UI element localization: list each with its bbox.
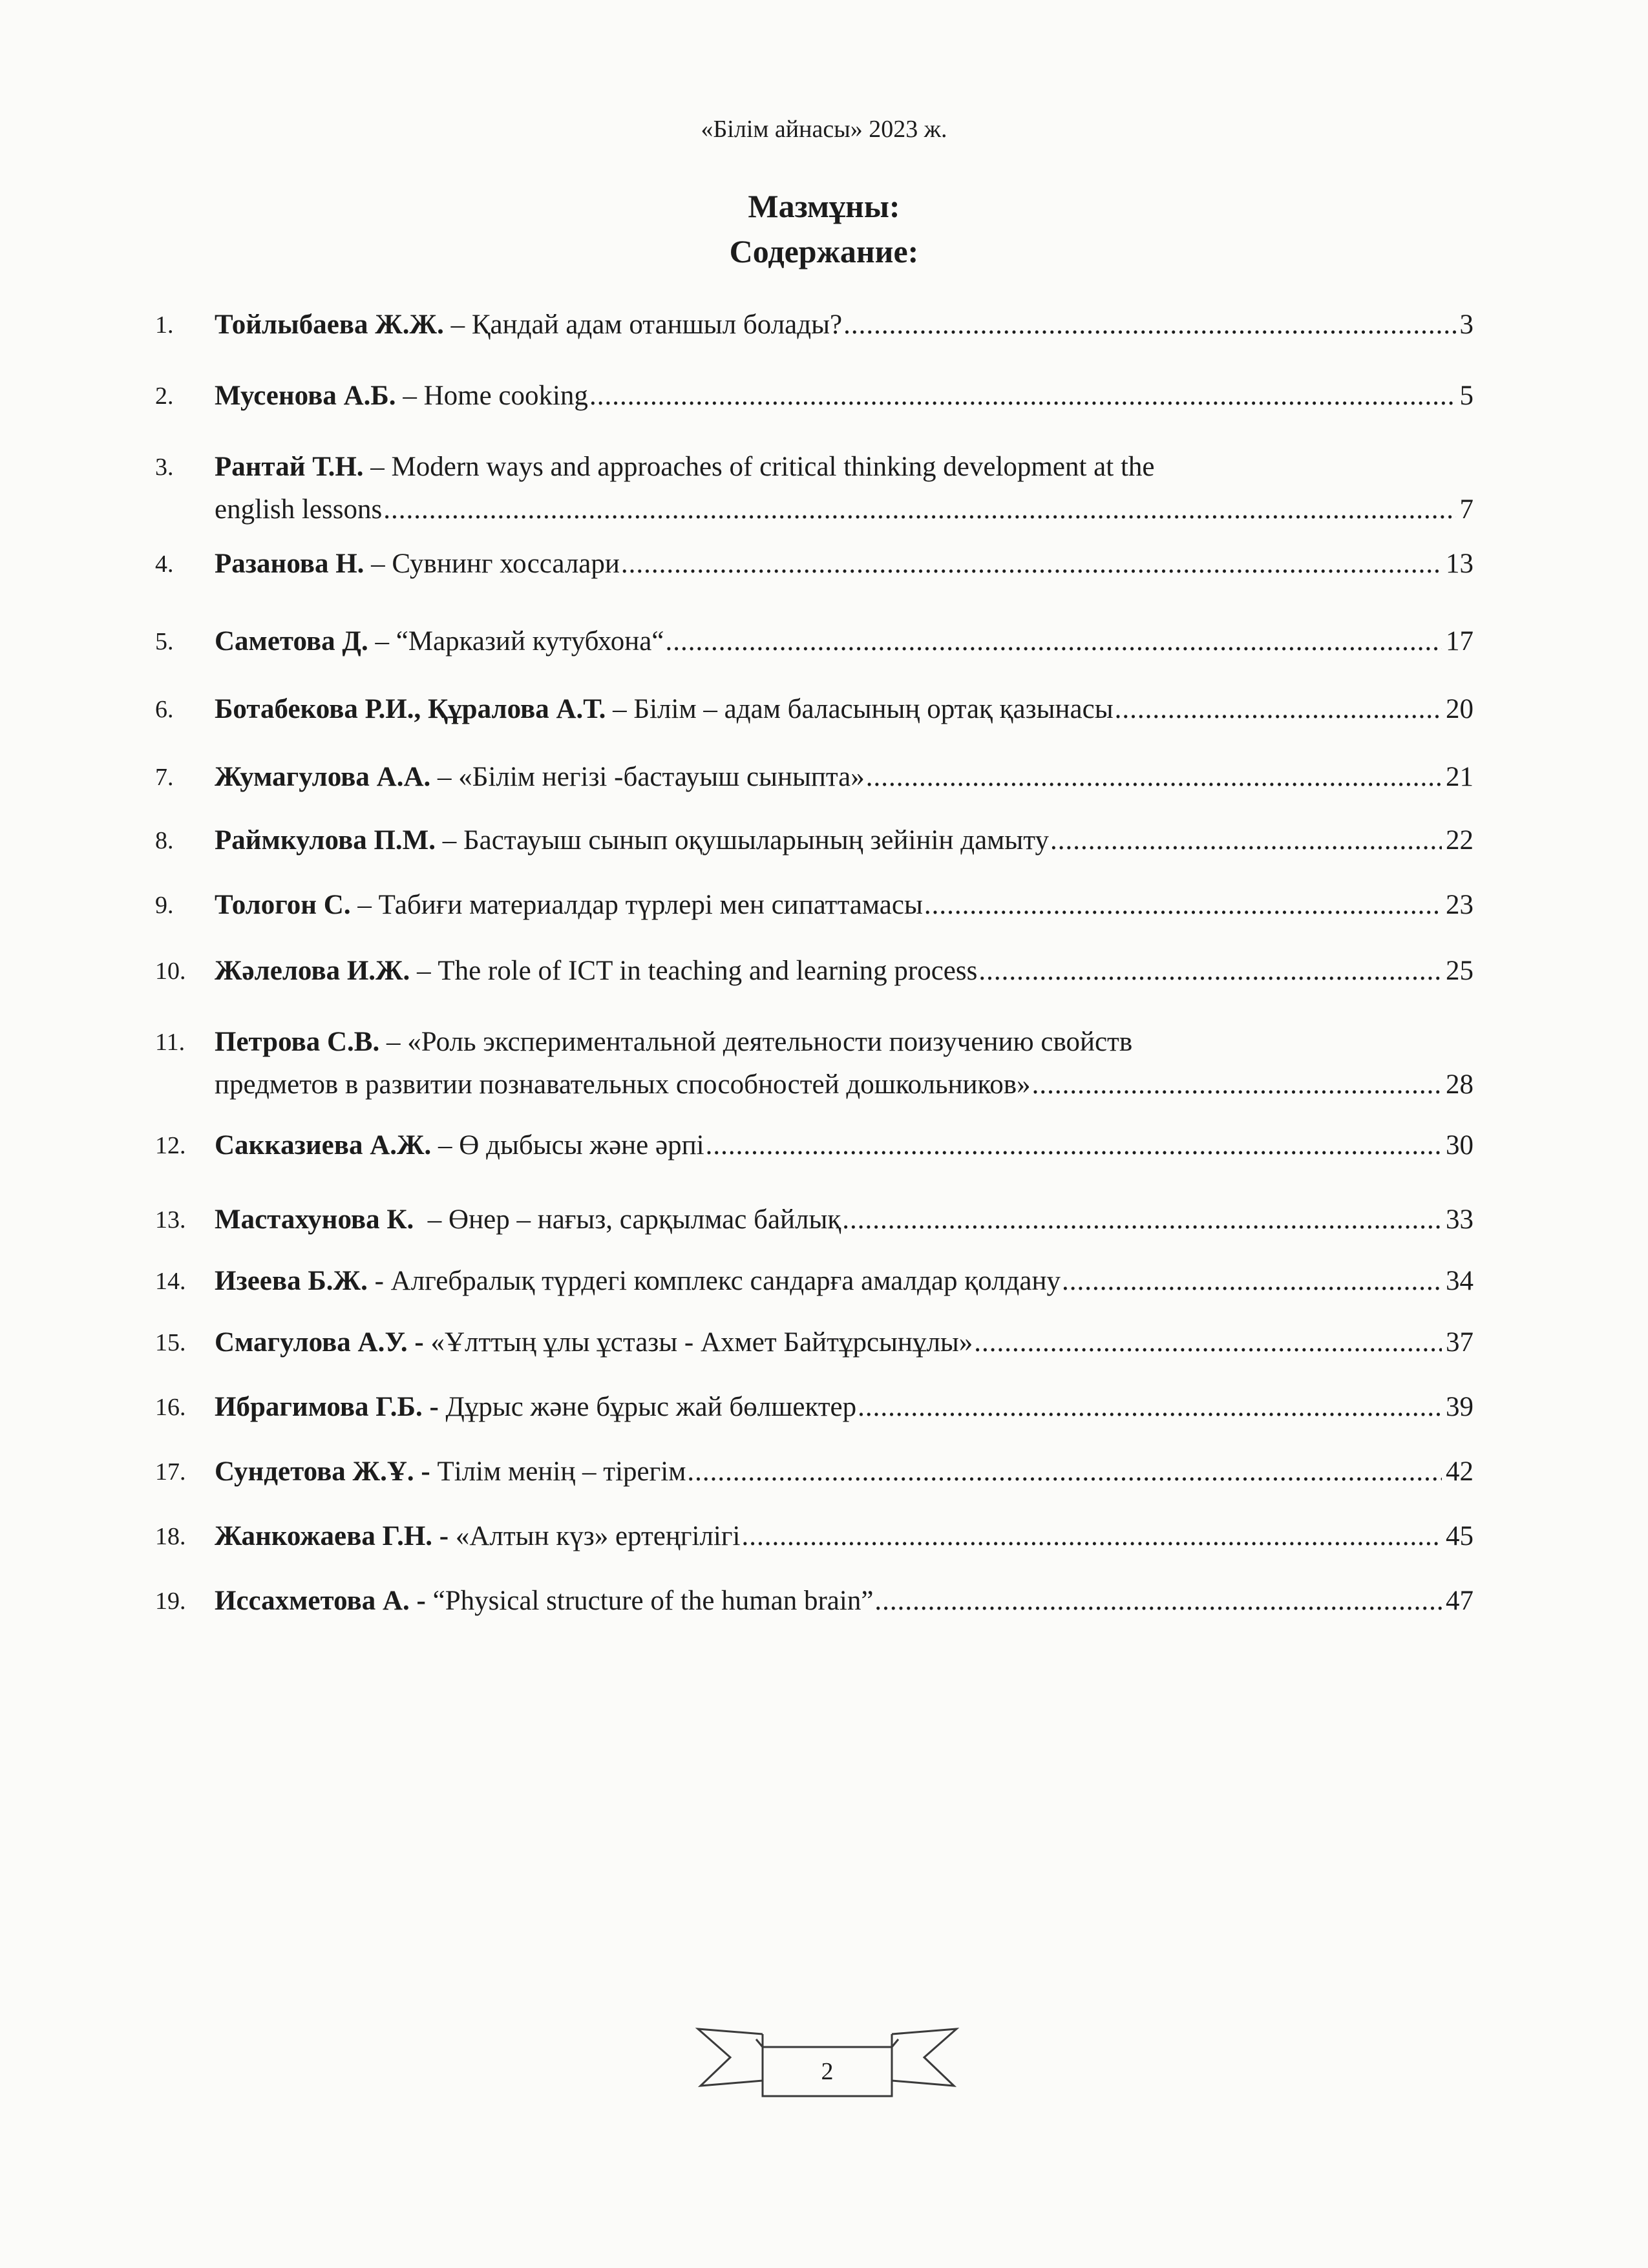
entry-page: 28 [1446, 1069, 1474, 1100]
entry-page: 25 [1446, 956, 1474, 986]
entry-separator: – [414, 1204, 449, 1235]
entry-title: «Алтын күз» ертеңгілігі [455, 1521, 741, 1551]
entry-separator [449, 1515, 456, 1558]
entry-page: 33 [1446, 1204, 1474, 1235]
entry-separator: – [368, 626, 396, 656]
dot-leader [842, 1199, 1442, 1241]
entry-author: Саккaзиева А.Ж. [215, 1130, 432, 1160]
contents-title-russian: Содержание: [729, 233, 919, 269]
entry-title: Сувнинг хоссалари [392, 549, 620, 579]
entry-title: «Білім негізі -бастауыш сыныпта» [458, 762, 865, 792]
entry-separator: – [410, 956, 438, 986]
entry-separator: – [430, 762, 459, 792]
entry-separator: – [431, 1130, 460, 1160]
entry-number: 7. [155, 764, 174, 791]
dot-leader [858, 1386, 1442, 1429]
entry-separator: – [606, 694, 634, 724]
entry-title: The role of ICT in teaching and learning process [438, 956, 978, 986]
entry-author: Ибрагимова Г.Б. - [215, 1392, 439, 1422]
entry-title: Ө дыбысы және әрпі [459, 1130, 704, 1160]
entry-page: 20 [1446, 694, 1474, 724]
entry-separator: – [443, 310, 472, 340]
entry-number: 19. [155, 1588, 186, 1615]
entry-page: 45 [1446, 1521, 1474, 1551]
entry-author: Жәлелова И.Ж. [215, 956, 410, 986]
entry-separator: - [367, 1266, 391, 1296]
entry-separator [439, 1386, 446, 1429]
entry-number: 5. [155, 628, 174, 655]
entry-title: Modern ways and approaches of critical thinking development at the [391, 452, 1155, 482]
entry-number: 14. [155, 1268, 186, 1295]
entry-title: Білім – адам баласының ортақ қазынасы [633, 694, 1114, 724]
entry-title: Тілім менің – тірегім [437, 1456, 686, 1487]
entry-page: 22 [1446, 825, 1474, 856]
entry-title: «Роль экспериментальной деятельности поизучению свойств [407, 1027, 1133, 1057]
entry-number: 1. [155, 311, 174, 339]
entry-page: 23 [1446, 890, 1474, 920]
entry-number: 17. [155, 1458, 186, 1486]
entry-author: Разанова Н. [215, 549, 364, 579]
entry-title: Дұрыс және бұрыс жай бөлшектер [445, 1392, 857, 1422]
dot-leader [1062, 1260, 1442, 1303]
entry-separator [424, 1321, 431, 1364]
contents-title-kazakh: Мазмұны: [748, 188, 900, 224]
entry-title-continued: english lessons [215, 494, 383, 525]
entry-author: Тологон С. [215, 890, 351, 920]
entry-title: Қандай адам отаншыл болады? [471, 310, 843, 340]
dot-leader [621, 543, 1442, 585]
entry-author: Изеева Б.Ж. [215, 1266, 368, 1296]
entry-title: Өнер – нағыз, сарқылмас байлық [449, 1204, 841, 1235]
dot-leader [924, 884, 1442, 927]
entry-page: 37 [1446, 1327, 1474, 1358]
entry-page: 17 [1446, 626, 1474, 656]
entry-page: 3 [1459, 310, 1474, 340]
dot-leader [843, 304, 1455, 346]
dot-leader [978, 950, 1442, 992]
entry-author: Раймкулова П.М. [215, 825, 436, 856]
entry-author: Саметова Д. [215, 626, 368, 656]
dot-leader [741, 1515, 1442, 1558]
entry-page: 34 [1446, 1266, 1474, 1296]
entry-title: Home cooking [423, 381, 588, 411]
entry-number: 15. [155, 1329, 186, 1356]
entry-page: 30 [1446, 1130, 1474, 1160]
entry-number: 12. [155, 1132, 186, 1159]
entry-author: Петрова С.В. [215, 1027, 380, 1057]
entry-number: 6. [155, 696, 174, 723]
entry-title-continued: предметов в развитии познавательных способностей дошкольников» [215, 1069, 1031, 1100]
dot-leader [383, 488, 1455, 531]
page-number-ribbon [692, 2016, 963, 2106]
entry-number: 4. [155, 551, 174, 578]
dot-leader [687, 1451, 1442, 1493]
entry-page: 13 [1446, 549, 1474, 579]
entry-number: 3. [155, 454, 174, 481]
entry-number: 10. [155, 958, 186, 985]
entry-number: 9. [155, 892, 174, 919]
entry-author: Мусенова А.Б. [215, 381, 396, 411]
dot-leader [665, 620, 1442, 663]
entry-separator: – [350, 890, 379, 920]
entry-title: “Physical structure of the human brain” [432, 1586, 874, 1616]
entry-author: Жумагулова А.А. [215, 762, 431, 792]
entry-separator: – [364, 549, 392, 579]
entry-page: 42 [1446, 1456, 1474, 1487]
entry-title: Бастауыш сынып оқушыларының зейінін дамыту [463, 825, 1049, 856]
dot-leader [866, 756, 1442, 799]
entry-separator: – [379, 1027, 408, 1057]
entry-page: 7 [1459, 494, 1474, 525]
entry-title: Табиғи материалдар түрлері мен сипаттамасы [378, 890, 923, 920]
entry-page: 47 [1446, 1586, 1474, 1616]
dot-leader [1115, 688, 1442, 731]
dot-leader [1032, 1064, 1442, 1106]
entry-author: Смагулова А.У. - [215, 1327, 424, 1358]
entry-author: Мастахунова К. [215, 1204, 414, 1235]
entry-number: 2. [155, 383, 174, 410]
entry-number: 8. [155, 827, 174, 854]
dot-leader [974, 1321, 1442, 1364]
journal-header: «Білім айнасы» 2023 ж. [701, 116, 947, 143]
entry-author: Иссахметова А. - [215, 1586, 426, 1616]
dot-leader [706, 1124, 1442, 1167]
dot-leader [589, 375, 1456, 417]
entry-separator [426, 1580, 433, 1622]
entry-separator: – [435, 825, 463, 856]
entry-author: Жанкожаева Г.Н. - [215, 1521, 449, 1551]
dot-leader [874, 1580, 1442, 1622]
entry-separator [430, 1451, 438, 1493]
entry-author: Ботабекова Р.И., Құралова А.Т. [215, 694, 606, 724]
entry-page: 21 [1446, 762, 1474, 792]
entry-page: 39 [1446, 1392, 1474, 1422]
dot-leader [1050, 819, 1442, 862]
entry-page: 5 [1459, 381, 1474, 411]
entry-number: 16. [155, 1394, 186, 1421]
entry-title: Алгебралық түрдегі комплекс сандарға амалдар қолдану [390, 1266, 1061, 1296]
entry-number: 18. [155, 1523, 186, 1550]
entry-number: 13. [155, 1206, 186, 1234]
entry-author: Рантай Т.Н. [215, 452, 364, 482]
entry-separator: – [363, 452, 392, 482]
entry-title: «Ұлттың ұлы ұстазы - Ахмет Байтұрсынұлы» [430, 1327, 973, 1358]
page-number: 2 [821, 2058, 834, 2085]
entry-author: Тойлыбаева Ж.Ж. [215, 310, 444, 340]
entry-number: 11. [155, 1029, 185, 1056]
entry-author: Сундетова Ж.Ұ. - [215, 1456, 430, 1487]
entry-separator: – [396, 381, 424, 411]
entry-title: “Марказий кутубхона“ [396, 626, 664, 656]
